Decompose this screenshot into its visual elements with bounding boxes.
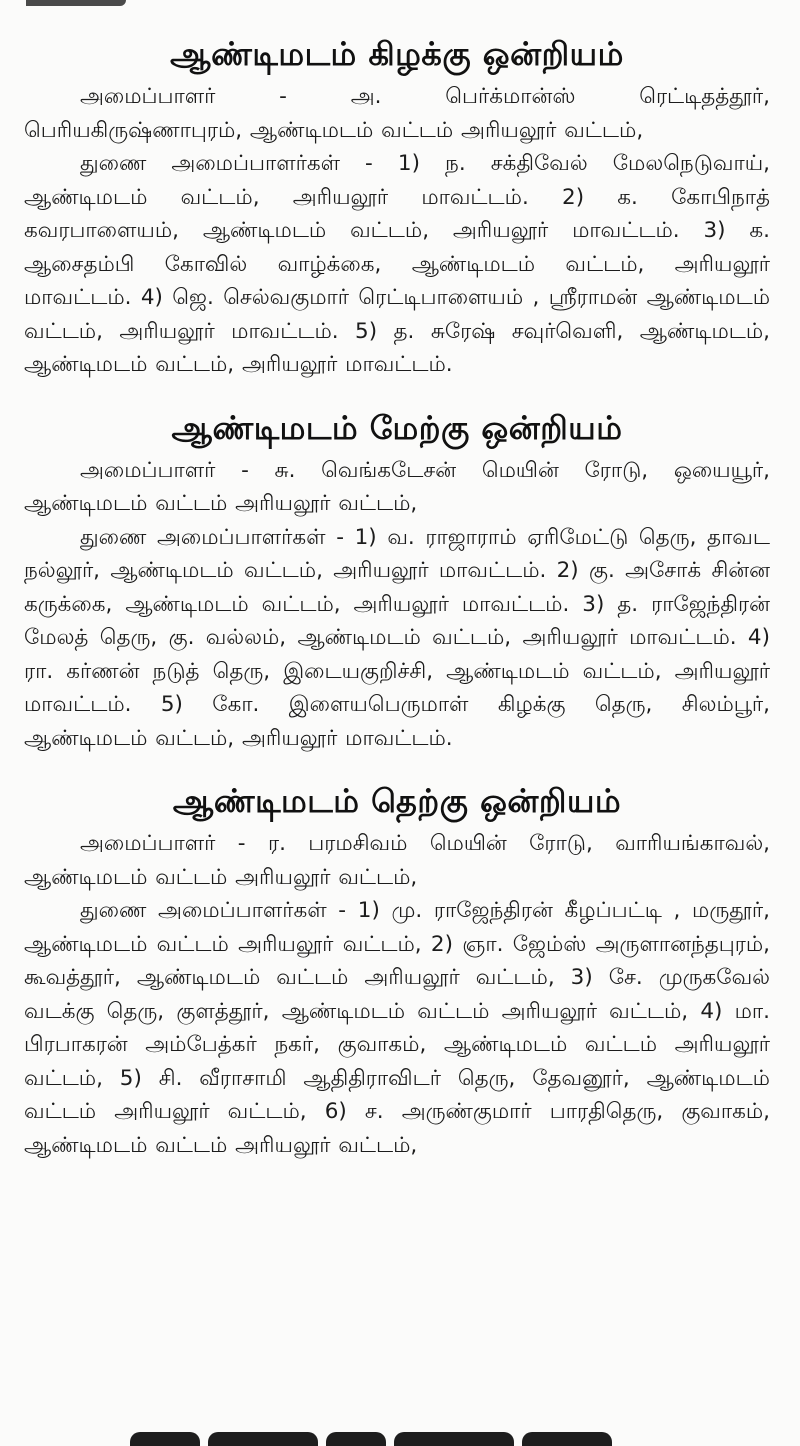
deputies-paragraph: துணை அமைப்பாளர்கள் - 1) ந. சக்திவேல் மேலநெடுவாய், ஆண்டிமடம் வட்டம், அரியலூர் மாவட்டம். 2) க. கோபிநாத் கவரபாளையம், ஆண்டிமடம் வட்டம், அரியலூர் மாவட்டம். 3) க. ஆசைதம்பி கோவில் வாழ்க்கை, ஆண்டிமடம் வட்டம், அரியலூர் மாவட்டம். 4) ஜெ. செல்வகுமார் ரெட்டிபாளையம் , ஸ்ரீராமன் ஆண்டிமடம் வட்டம், அரியலூர் மாவட்டம். 5) த. சுரேஷ் சவுர்வெளி, ஆண்டிமடம், ஆண்டிமடம் வட்டம், அரியலூர் மாவட்டம். <box>24 151 770 377</box>
section-heading: ஆண்டிமடம் கிழக்கு ஒன்றியம் <box>170 35 624 73</box>
section-andimadam-south <box>24 755 770 1162</box>
cut-off-heading-fragment-bottom <box>130 1432 670 1446</box>
section-andimadam-west <box>24 382 770 756</box>
organizer-paragraph: அமைப்பாளர் - அ. பெர்க்மான்ஸ் ரெட்டிதத்தூர், பெரியகிருஷ்ணாபுரம், ஆண்டிமடம் வட்டம் அரியலூர் வட்டம், <box>24 84 770 143</box>
deputies-paragraph: துணை அமைப்பாளர்கள் - 1) வ. ராஜாராம் ஏரிமேட்டு தெரு, தாவட நல்லூர், ஆண்டிமடம் வட்டம், அரியலூர் மாவட்டம். 2) கு. அசோக் சின்ன கருக்கை, ஆண்டிமடம் வட்டம், அரியலூர் மாவட்டம். 3) த. ராஜேந்திரன் மேலத் தெரு, கு. வல்லம், ஆண்டிமடம் வட்டம், அரியலூர் மாவட்டம். 4) ரா. கர்ணன் நடுத் தெரு, இடையகுறிச்சி, ஆண்டிமடம் வட்டம், அரியலூர் மாவட்டம். 5) கோ. இளையபெருமாள் கிழக்கு தெரு, சிலம்பூர், ஆண்டிமடம் வட்டம், அரியலூர் மாவட்டம். <box>24 524 770 751</box>
cut-off-text-fragment-top <box>26 0 126 6</box>
organizer-paragraph: அமைப்பாளர் - ர. பரமசிவம் மெயின் ரோடு, வாரியங்காவல், ஆண்டிமடம் வட்டம் அரியலூர் வட்டம், <box>24 831 770 890</box>
section-heading: ஆண்டிமடம் தெற்கு ஒன்றியம் <box>172 782 622 820</box>
deputies-paragraph: துணை அமைப்பாளர்கள் - 1) மு. ராஜேந்திரன் கீழப்பட்டி , மருதூர், ஆண்டிமடம் வட்டம் அரியலூர் வட்டம், 2) ஞா. ஜேம்ஸ் அருளானந்தபுரம், கூவத்தூர், ஆண்டிமடம் வட்டம் அரியலூர் வட்டம், 3) சே. முருகவேல் வடக்கு தெரு, குளத்தூர், ஆண்டிமடம் வட்டம் அரியலூர் வட்டம், 4) மா. பிரபாகரன் அம்பேத்கர் நகர், குவாகம், ஆண்டிமடம் வட்டம் அரியலூர் வட்டம், 5) சி. வீராசாமி ஆதிதிராவிடர் தெரு, தேவனூர், ஆண்டிமடம் வட்டம் அரியலூர் வட்டம், 6) ச. அருண்குமார் பாரதிதெரு, குவாகம், ஆண்டிமடம் வட்டம் அரியலூர் வட்டம், <box>24 898 770 1158</box>
organizer-paragraph: அமைப்பாளர் - சு. வெங்கடேசன் மெயின் ரோடு, ஒயையூர், ஆண்டிமடம் வட்டம் அரியலூர் வட்டம், <box>24 457 770 516</box>
section-heading: ஆண்டிமடம் மேற்கு ஒன்றியம் <box>171 408 623 447</box>
section-andimadam-east <box>24 0 770 382</box>
